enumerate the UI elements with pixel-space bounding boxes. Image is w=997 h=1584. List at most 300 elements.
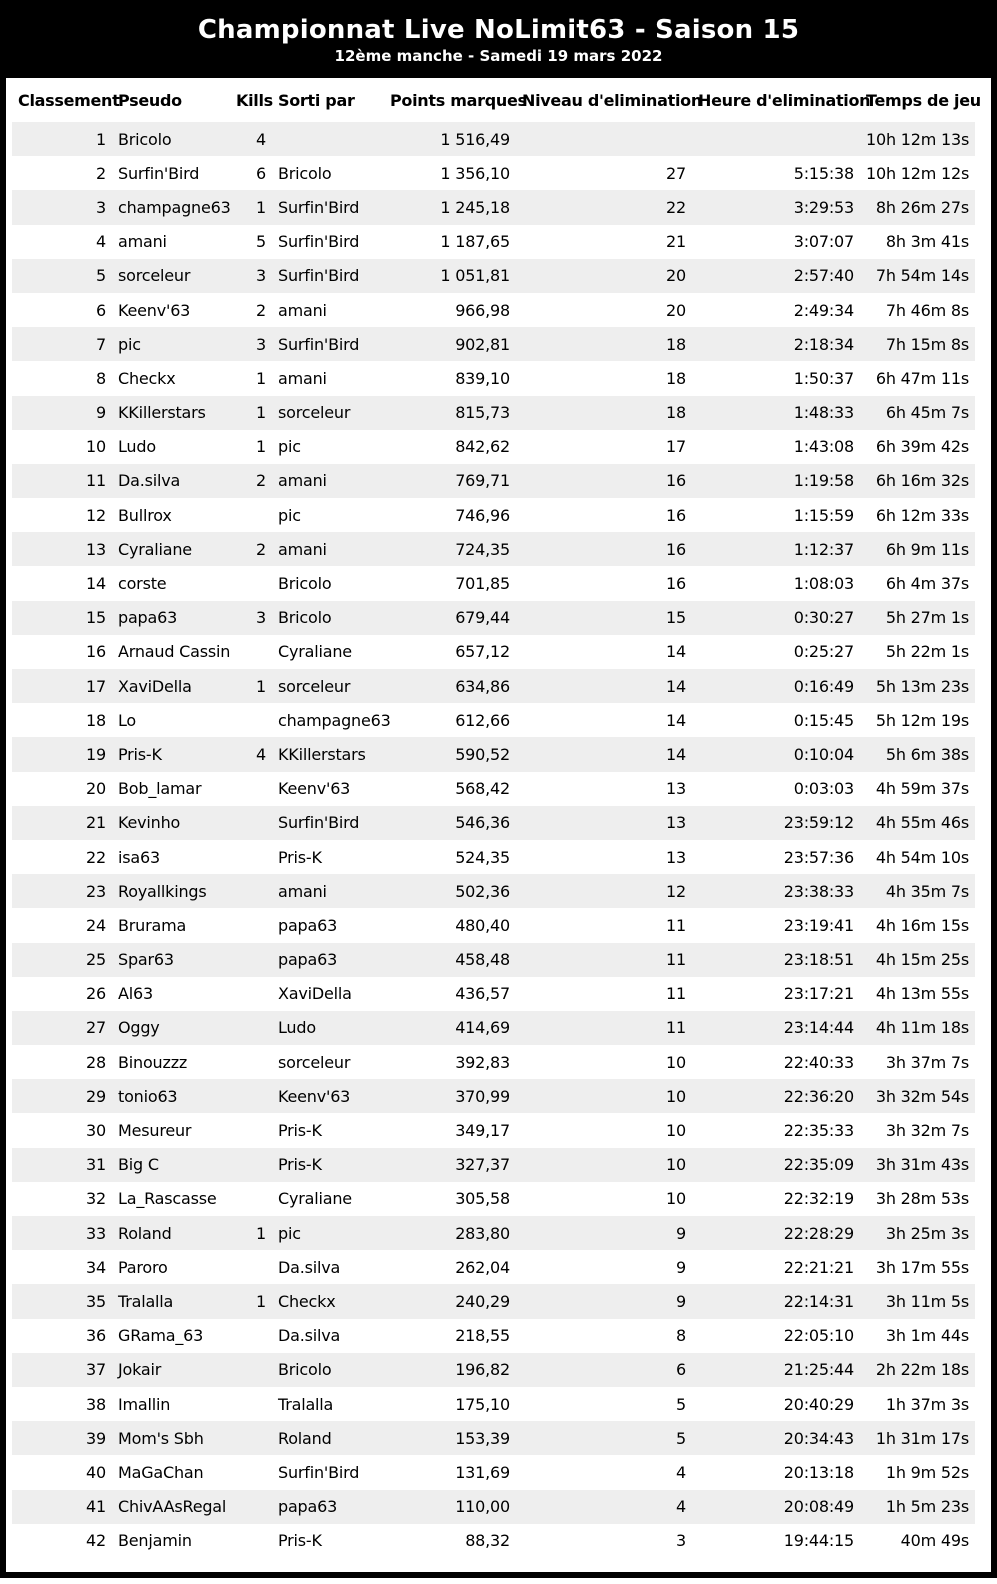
cell-classement: 2 — [96, 163, 106, 183]
cell-niveau: 9 — [516, 1284, 692, 1318]
cell-pseudo: Mesureur — [118, 1121, 192, 1141]
cell-classement: 25 — [12, 943, 112, 977]
table-row — [12, 1113, 975, 1147]
cell-classement: 41 — [12, 1490, 112, 1524]
cell-points: 88,32 — [465, 1531, 510, 1551]
table-row — [12, 1524, 975, 1558]
cell-temps: 10h 12m 13s — [860, 122, 975, 156]
cell-kills — [230, 1182, 272, 1216]
header-bar — [6, 0, 991, 78]
cell-classement: 28 — [86, 1052, 106, 1072]
standings-table — [12, 78, 981, 1558]
table-row — [12, 669, 975, 703]
cell-niveau: 4 — [676, 1462, 686, 1482]
table-row — [12, 430, 975, 464]
cell-sorti-par: Bricolo — [278, 574, 332, 594]
cell-pseudo: Bricolo — [112, 122, 230, 156]
cell-points: 370,99 — [384, 1079, 516, 1113]
table-row — [12, 874, 975, 908]
table-row — [12, 601, 975, 635]
cell-classement: 29 — [12, 1079, 112, 1113]
cell-sorti-par: sorceleur — [278, 1052, 351, 1072]
cell-points: 262,04 — [455, 1257, 510, 1277]
cell-classement: 15 — [12, 601, 112, 635]
cell-sorti-par: Pris-K — [272, 1148, 384, 1182]
cell-pseudo: Da.silva — [112, 464, 230, 498]
cell-temps: 3h 32m 7s — [885, 1121, 969, 1141]
cell-sorti-par: champagne63 — [278, 710, 391, 730]
cell-kills — [230, 806, 272, 840]
cell-sorti-par: amani — [278, 300, 327, 320]
cell-sorti-par: papa63 — [278, 915, 338, 935]
cell-pseudo: Jokair — [112, 1353, 230, 1387]
cell-kills: 1 — [230, 1216, 272, 1250]
cell-classement: 1 — [12, 122, 112, 156]
cell-heure: 0:03:03 — [793, 779, 854, 799]
cell-niveau: 10 — [666, 1121, 686, 1141]
cell-heure: 5:15:38 — [793, 163, 854, 183]
cell-classement: 37 — [12, 1353, 112, 1387]
cell-niveau: 10 — [516, 1079, 692, 1113]
cell-temps: 3h 28m 53s — [875, 1189, 969, 1209]
table-row — [12, 737, 975, 771]
table-row — [12, 1045, 975, 1079]
cell-niveau: 14 — [516, 737, 692, 771]
cell-temps: 3h 25m 3s — [860, 1216, 975, 1250]
cell-sorti-par: Pris-K — [278, 1121, 322, 1141]
cell-points: 724,35 — [384, 532, 516, 566]
cell-classement: 26 — [86, 984, 106, 1004]
cell-points: 349,17 — [455, 1121, 510, 1141]
table-row — [12, 1284, 975, 1318]
table-row — [12, 293, 975, 327]
cell-points: 131,69 — [455, 1462, 510, 1482]
cell-sorti-par: Surfin'Bird — [278, 232, 360, 252]
cell-points: 240,29 — [384, 1284, 516, 1318]
cell-classement: 16 — [86, 642, 106, 662]
cell-heure: 0:25:27 — [793, 642, 854, 662]
cell-classement: 19 — [12, 737, 112, 771]
cell-classement: 10 — [86, 437, 106, 457]
cell-kills: 4 — [230, 122, 272, 156]
table-row — [12, 1490, 975, 1524]
cell-temps: 5h 22m 1s — [885, 642, 969, 662]
cell-kills — [230, 703, 272, 737]
cell-points: 327,37 — [384, 1148, 516, 1182]
cell-kills: 2 — [230, 532, 272, 566]
cell-heure: 1:08:03 — [793, 574, 854, 594]
cell-classement: 4 — [96, 232, 106, 252]
cell-points: 392,83 — [455, 1052, 510, 1072]
cell-kills — [230, 1490, 272, 1524]
cell-niveau: 22 — [516, 190, 692, 224]
column-header-points: Points marques — [390, 90, 527, 110]
cell-points: 1 187,65 — [440, 232, 510, 252]
cell-temps: 7h 15m 8s — [860, 327, 975, 361]
cell-points: 842,62 — [455, 437, 510, 457]
cell-niveau: 5 — [676, 1394, 686, 1414]
cell-classement: 32 — [86, 1189, 106, 1209]
cell-heure: 23:59:12 — [692, 806, 860, 840]
cell-classement: 38 — [86, 1394, 106, 1414]
cell-sorti-par: Surfin'Bird — [272, 259, 384, 293]
cell-classement: 13 — [12, 532, 112, 566]
table-row — [12, 1182, 975, 1216]
cell-heure: 20:40:29 — [783, 1394, 854, 1414]
cell-points: 524,35 — [455, 847, 510, 867]
cell-niveau: 3 — [676, 1531, 686, 1551]
cell-heure: 22:36:20 — [692, 1079, 860, 1113]
cell-kills — [230, 635, 272, 669]
cell-pseudo: XaviDella — [112, 669, 230, 703]
cell-pseudo: Spar63 — [112, 943, 230, 977]
column-header-temps: Temps de jeu — [866, 90, 981, 110]
cell-kills — [230, 1011, 272, 1045]
table-row — [12, 464, 975, 498]
cell-temps: 8h 3m 41s — [885, 232, 969, 252]
cell-pseudo: Oggy — [112, 1011, 230, 1045]
cell-kills — [230, 1421, 272, 1455]
cell-classement: 7 — [12, 327, 112, 361]
cell-pseudo: tonio63 — [112, 1079, 230, 1113]
cell-sorti-par: Cyraliane — [278, 642, 352, 662]
cell-sorti-par: sorceleur — [272, 396, 384, 430]
table-row — [12, 361, 975, 395]
cell-heure: 1:19:58 — [692, 464, 860, 498]
cell-niveau: 20 — [666, 300, 686, 320]
cell-kills: 2 — [230, 464, 272, 498]
cell-temps: 8h 26m 27s — [860, 190, 975, 224]
cell-pseudo: MaGaChan — [118, 1462, 204, 1482]
cell-classement: 27 — [12, 1011, 112, 1045]
cell-heure — [692, 122, 860, 156]
cell-sorti-par: Pris-K — [278, 847, 322, 867]
cell-sorti-par: Ludo — [272, 1011, 384, 1045]
cell-niveau: 15 — [516, 601, 692, 635]
cell-sorti-par: Surfin'Bird — [272, 190, 384, 224]
cell-points: 196,82 — [384, 1353, 516, 1387]
cell-temps: 6h 16m 32s — [860, 464, 975, 498]
cell-sorti-par: amani — [278, 368, 327, 388]
cell-temps: 40m 49s — [900, 1531, 969, 1551]
cell-kills — [230, 1113, 272, 1147]
table-row — [12, 1148, 975, 1182]
table-row — [12, 1216, 975, 1250]
table-row — [12, 156, 975, 190]
cell-temps: 3h 37m 7s — [885, 1052, 969, 1072]
cell-points: 110,00 — [384, 1490, 516, 1524]
cell-sorti-par: pic — [272, 1216, 384, 1250]
cell-points: 634,86 — [384, 669, 516, 703]
cell-kills: 3 — [230, 259, 272, 293]
cell-pseudo: Al63 — [118, 984, 153, 1004]
cell-kills — [230, 943, 272, 977]
cell-heure: 20:13:18 — [783, 1462, 854, 1482]
cell-kills — [230, 1079, 272, 1113]
cell-niveau — [516, 122, 692, 156]
cell-niveau: 14 — [666, 710, 686, 730]
cell-points: 283,80 — [384, 1216, 516, 1250]
cell-niveau: 13 — [666, 779, 686, 799]
cell-kills — [230, 498, 272, 532]
cell-niveau: 27 — [666, 163, 686, 183]
column-header-classement: Classement — [18, 90, 120, 110]
table-row — [12, 1319, 975, 1353]
cell-heure: 22:40:33 — [783, 1052, 854, 1072]
cell-pseudo: isa63 — [118, 847, 160, 867]
cell-pseudo: Checkx — [118, 368, 176, 388]
cell-sorti-par: Tralalla — [278, 1394, 334, 1414]
cell-kills: 1 — [256, 368, 266, 388]
cell-temps: 6h 12m 33s — [875, 505, 969, 525]
cell-heure: 22:21:21 — [783, 1257, 854, 1277]
cell-heure: 22:32:19 — [783, 1189, 854, 1209]
cell-temps: 4h 59m 37s — [875, 779, 969, 799]
cell-kills: 1 — [230, 190, 272, 224]
cell-heure: 21:25:44 — [692, 1353, 860, 1387]
cell-temps: 4h 16m 15s — [875, 915, 969, 935]
cell-heure: 1:43:08 — [793, 437, 854, 457]
cell-heure: 23:17:21 — [783, 984, 854, 1004]
cell-classement: 34 — [86, 1257, 106, 1277]
table-row — [12, 635, 975, 669]
cell-niveau: 20 — [516, 259, 692, 293]
cell-classement: 22 — [86, 847, 106, 867]
cell-kills: 1 — [230, 1284, 272, 1318]
cell-classement: 14 — [86, 574, 106, 594]
cell-points: 502,36 — [384, 874, 516, 908]
cell-temps: 5h 13m 23s — [860, 669, 975, 703]
cell-heure: 23:38:33 — [692, 874, 860, 908]
cell-classement: 39 — [12, 1421, 112, 1455]
cell-temps: 4h 11m 18s — [860, 1011, 975, 1045]
cell-pseudo: Kevinho — [112, 806, 230, 840]
cell-pseudo: Tralalla — [112, 1284, 230, 1318]
cell-points: 436,57 — [455, 984, 510, 1004]
cell-niveau: 17 — [666, 437, 686, 457]
cell-points: 1 356,10 — [440, 163, 510, 183]
table-row — [12, 259, 975, 293]
cell-classement: 18 — [86, 710, 106, 730]
cell-heure: 22:28:29 — [692, 1216, 860, 1250]
cell-classement: 3 — [12, 190, 112, 224]
cell-niveau: 16 — [516, 532, 692, 566]
cell-points: 701,85 — [455, 574, 510, 594]
cell-niveau: 16 — [666, 574, 686, 594]
cell-niveau: 10 — [666, 1052, 686, 1072]
cell-classement: 40 — [86, 1462, 106, 1482]
cell-kills — [230, 1250, 272, 1284]
cell-heure: 3:07:07 — [793, 232, 854, 252]
cell-heure: 1:12:37 — [692, 532, 860, 566]
cell-pseudo: Arnaud Cassin — [118, 642, 231, 662]
cell-niveau: 13 — [516, 806, 692, 840]
cell-points: 414,69 — [384, 1011, 516, 1045]
cell-niveau: 13 — [666, 847, 686, 867]
cell-temps: 7h 46m 8s — [885, 300, 969, 320]
cell-heure: 22:35:33 — [783, 1121, 854, 1141]
cell-temps: 5h 27m 1s — [860, 601, 975, 635]
cell-classement: 36 — [86, 1326, 106, 1346]
cell-kills — [230, 566, 272, 600]
cell-classement: 31 — [12, 1148, 112, 1182]
table-row — [12, 1079, 975, 1113]
cell-kills: 1 — [230, 396, 272, 430]
cell-sorti-par: Surfin'Bird — [272, 806, 384, 840]
cell-pseudo: papa63 — [112, 601, 230, 635]
cell-sorti-par: Surfin'Bird — [278, 1462, 360, 1482]
cell-kills — [230, 840, 272, 874]
cell-heure: 23:57:36 — [783, 847, 854, 867]
cell-heure: 19:44:15 — [783, 1531, 854, 1551]
cell-niveau: 9 — [516, 1216, 692, 1250]
cell-heure: 0:10:04 — [692, 737, 860, 771]
cell-niveau: 18 — [516, 396, 692, 430]
cell-kills: 3 — [230, 601, 272, 635]
cell-classement: 6 — [96, 300, 106, 320]
cell-niveau: 21 — [666, 232, 686, 252]
cell-heure: 23:18:51 — [692, 943, 860, 977]
cell-sorti-par: papa63 — [272, 1490, 384, 1524]
cell-heure: 2:57:40 — [692, 259, 860, 293]
cell-pseudo: champagne63 — [112, 190, 230, 224]
cell-points: 1 051,81 — [384, 259, 516, 293]
cell-niveau: 6 — [516, 1353, 692, 1387]
cell-points: 902,81 — [384, 327, 516, 361]
table-header — [12, 78, 981, 122]
cell-kills — [230, 908, 272, 942]
cell-heure: 22:14:31 — [692, 1284, 860, 1318]
cell-niveau: 8 — [676, 1326, 686, 1346]
cell-sorti-par: Cyraliane — [278, 1189, 352, 1209]
cell-heure: 3:29:53 — [692, 190, 860, 224]
cell-niveau: 18 — [666, 368, 686, 388]
cell-sorti-par: Bricolo — [278, 163, 332, 183]
cell-pseudo: corste — [118, 574, 167, 594]
cell-kills: 6 — [256, 163, 266, 183]
cell-points: 305,58 — [455, 1189, 510, 1209]
cell-sorti-par: Bricolo — [272, 1353, 384, 1387]
table-row — [12, 772, 975, 806]
cell-heure: 0:16:49 — [692, 669, 860, 703]
cell-sorti-par: amani — [272, 464, 384, 498]
cell-points: 546,36 — [384, 806, 516, 840]
cell-sorti-par: Keenv'63 — [278, 779, 351, 799]
cell-pseudo: ChivAAsRegal — [112, 1490, 230, 1524]
cell-pseudo: Pris-K — [112, 737, 230, 771]
cell-pseudo: Bullrox — [118, 505, 172, 525]
cell-heure: 23:19:41 — [783, 915, 854, 935]
page-title: Championnat Live NoLimit63 - Saison 15 — [197, 15, 800, 45]
table-row — [12, 1353, 975, 1387]
cell-kills: 5 — [256, 232, 266, 252]
table-row — [12, 840, 975, 874]
cell-kills — [230, 1148, 272, 1182]
cell-pseudo: Roland — [112, 1216, 230, 1250]
cell-heure: 2:49:34 — [793, 300, 854, 320]
table-row — [12, 1011, 975, 1045]
cell-classement: 23 — [12, 874, 112, 908]
cell-niveau: 9 — [676, 1257, 686, 1277]
column-header-niveau: Niveau d'elimination — [522, 90, 702, 110]
cell-pseudo: Keenv'63 — [118, 300, 191, 320]
cell-sorti-par — [272, 122, 384, 156]
table-row — [12, 908, 975, 942]
cell-temps: 5h 12m 19s — [875, 710, 969, 730]
cell-heure: 1:50:37 — [793, 368, 854, 388]
cell-points: 1 245,18 — [384, 190, 516, 224]
cell-niveau: 18 — [516, 327, 692, 361]
cell-classement: 24 — [86, 915, 106, 935]
cell-temps: 4h 35m 7s — [860, 874, 975, 908]
cell-sorti-par: Keenv'63 — [272, 1079, 384, 1113]
cell-kills — [230, 1319, 272, 1353]
cell-points: 218,55 — [455, 1326, 510, 1346]
cell-classement: 30 — [86, 1121, 106, 1141]
cell-classement: 11 — [12, 464, 112, 498]
cell-classement: 33 — [12, 1216, 112, 1250]
cell-heure: 22:05:10 — [783, 1326, 854, 1346]
table-row — [12, 703, 975, 737]
cell-heure: 0:30:27 — [692, 601, 860, 635]
cell-heure: 1:48:33 — [692, 396, 860, 430]
cell-temps: 1h 9m 52s — [885, 1462, 969, 1482]
table-row — [12, 396, 975, 430]
column-header-pseudo: Pseudo — [118, 90, 182, 110]
cell-classement: 21 — [12, 806, 112, 840]
cell-pseudo: Imallin — [118, 1394, 171, 1414]
cell-classement: 42 — [86, 1531, 106, 1551]
cell-classement: 8 — [96, 368, 106, 388]
cell-kills — [230, 977, 272, 1011]
cell-kills: 1 — [230, 669, 272, 703]
cell-temps: 3h 11m 5s — [860, 1284, 975, 1318]
table-row — [12, 327, 975, 361]
cell-temps: 3h 1m 44s — [885, 1326, 969, 1346]
table-row — [12, 532, 975, 566]
cell-temps: 6h 47m 11s — [875, 368, 969, 388]
cell-pseudo: Mom's Sbh — [112, 1421, 230, 1455]
cell-temps: 7h 54m 14s — [860, 259, 975, 293]
cell-sorti-par: sorceleur — [272, 669, 384, 703]
cell-points: 1 516,49 — [384, 122, 516, 156]
cell-niveau: 11 — [666, 915, 686, 935]
table-row — [12, 1250, 975, 1284]
column-header-sorti-par: Sorti par — [278, 90, 355, 110]
cell-classement: 5 — [12, 259, 112, 293]
cell-niveau: 12 — [516, 874, 692, 908]
cell-pseudo: GRama_63 — [118, 1326, 204, 1346]
cell-heure: 23:14:44 — [692, 1011, 860, 1045]
cell-kills — [230, 1524, 272, 1558]
cell-points: 815,73 — [384, 396, 516, 430]
cell-sorti-par: Surfin'Bird — [272, 327, 384, 361]
cell-pseudo: Cyraliane — [112, 532, 230, 566]
column-header-kills: Kills — [236, 90, 273, 110]
page-subtitle: 12ème manche - Samedi 19 mars 2022 — [334, 47, 663, 65]
cell-kills: 1 — [256, 437, 266, 457]
cell-points: 175,10 — [455, 1394, 510, 1414]
cell-kills — [230, 1387, 272, 1421]
table-row — [12, 1421, 975, 1455]
cell-pseudo: pic — [112, 327, 230, 361]
cell-sorti-par: XaviDella — [278, 984, 352, 1004]
cell-kills: 3 — [230, 327, 272, 361]
cell-sorti-par: Pris-K — [278, 1531, 322, 1551]
cell-pseudo: Binouzzz — [118, 1052, 188, 1072]
cell-temps: 2h 22m 18s — [860, 1353, 975, 1387]
cell-temps: 1h 37m 3s — [885, 1394, 969, 1414]
